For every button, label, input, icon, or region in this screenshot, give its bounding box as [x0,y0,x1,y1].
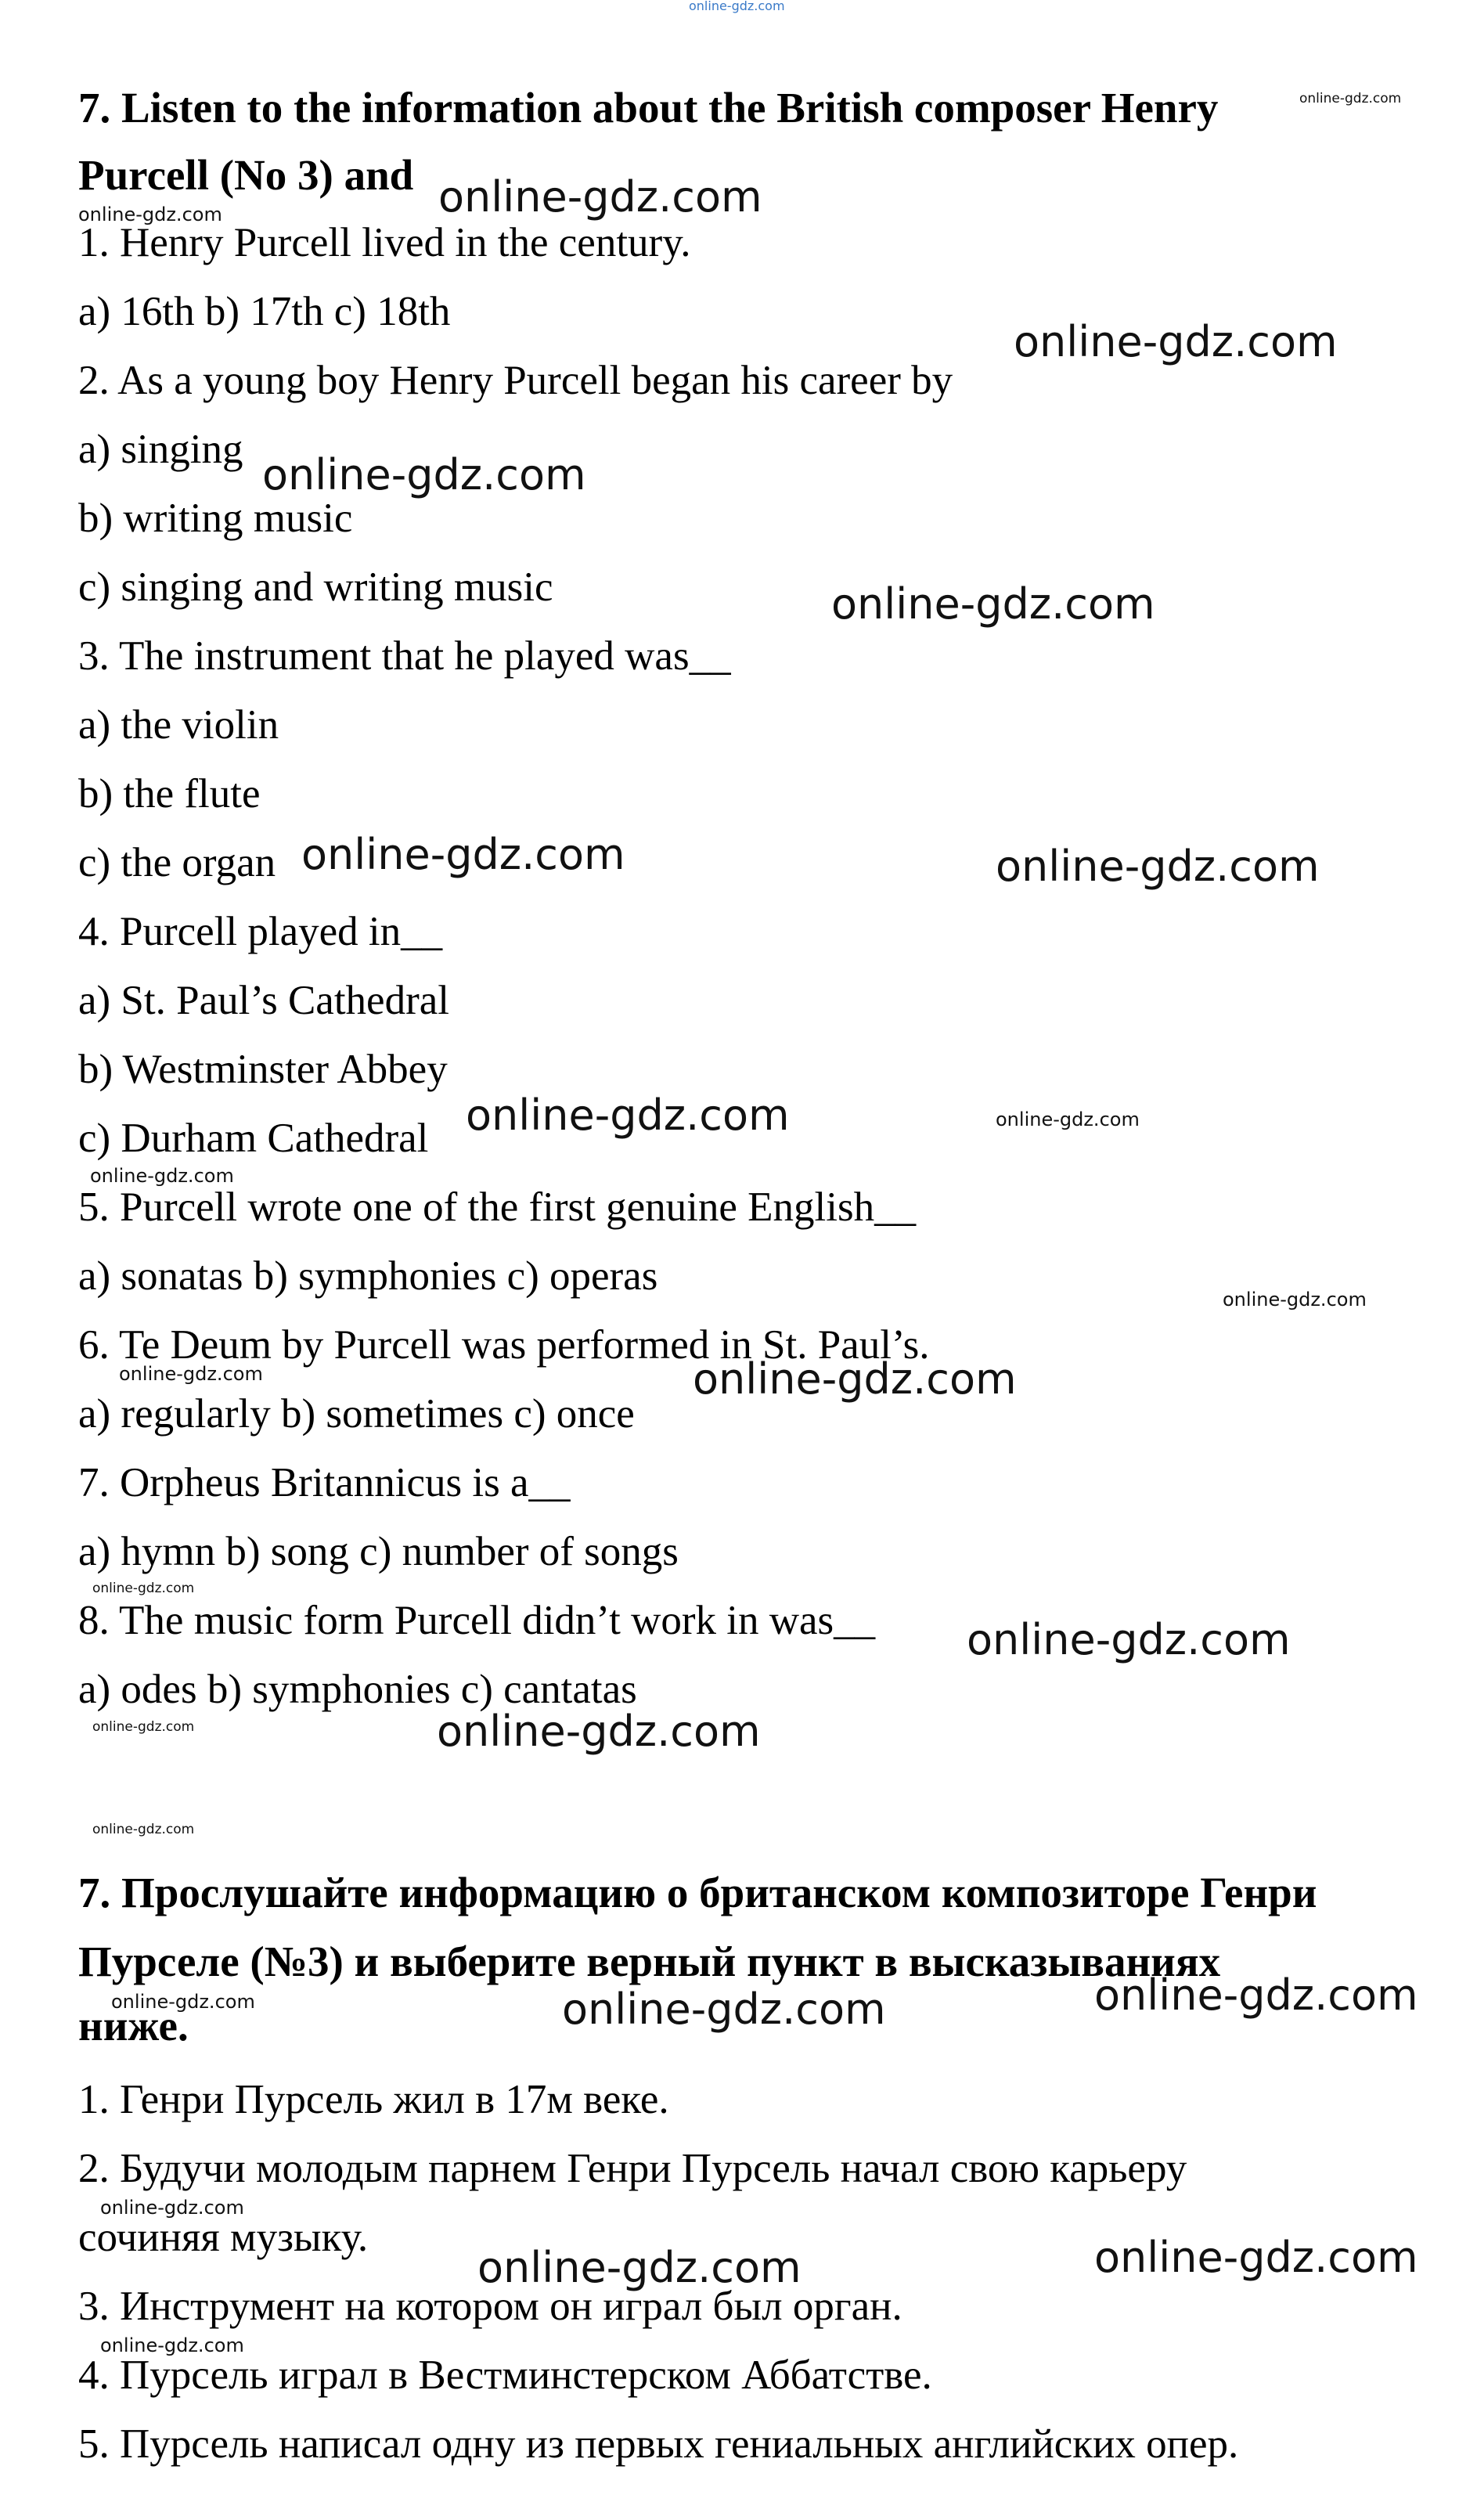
watermark: online-gdz.com [996,842,1320,891]
watermark: online-gdz.com [119,1363,263,1385]
question-2-option-b: b) writing music [78,496,353,541]
watermark: online-gdz.com [466,1091,790,1140]
answer-2: 2. Будучи молодым парнем Генри Пурсель начал свою карьеру [78,2146,1187,2191]
watermark: online-gdz.com [693,1354,1017,1404]
question-4-option-a: a) St. Paul’s Cathedral [78,978,449,1023]
watermark: online-gdz.com [996,1109,1140,1130]
russian-heading-line-1: 7. Прослушайте информацию о британском композиторе Генри [78,1869,1317,1916]
watermark: online-gdz.com [831,579,1155,629]
question-5: 5. Purcell wrote one of the first genuine English__ [78,1184,917,1230]
watermark: online-gdz.com [1014,317,1338,366]
watermark: online-gdz.com [78,204,222,225]
watermark: online-gdz.com [1094,1970,1418,2020]
answer-5: 5. Пурсель написал одну из первых гениальных английских опер. [78,2421,1239,2467]
question-7-options: a) hymn b) song c) number of songs [78,1529,679,1574]
question-3-option-b: b) the flute [78,771,261,817]
watermark: online-gdz.com [262,450,586,499]
question-8: 8. The music form Purcell didn’t work in was__ [78,1598,876,1643]
question-4-option-c: c) Durham Cathedral [78,1116,429,1161]
question-4-option-b: b) Westminster Abbey [78,1047,448,1092]
question-3: 3. The instrument that he played was__ [78,633,731,679]
russian-heading-line-3: ниже. [78,2002,189,2050]
russian-heading-line-2: Пурселе (№3) и выберите верный пункт в высказываниях [78,1938,1221,1985]
answer-3: 3. Инструмент на котором он играл был орган. [78,2284,902,2329]
watermark: online-gdz.com [967,1615,1291,1664]
watermark: online-gdz.com [92,1719,195,1735]
answer-1: 1. Генри Пурсель жил в 17м веке. [78,2077,669,2122]
question-5-options: a) sonatas b) symphonies c) operas [78,1253,658,1299]
english-heading-line-1: 7. Listen to the information about the British composer Henry [78,84,1219,132]
watermark: online-gdz.com [437,1707,761,1756]
watermark: online-gdz.com [90,1165,234,1187]
english-heading-line-2: Purcell (No 3) and [78,151,414,199]
question-1-options: a) 16th b) 17th c) 18th [78,289,451,334]
watermark: online-gdz.com [562,1985,886,2034]
watermark: online-gdz.com [1223,1289,1367,1310]
watermark: online-gdz.com [689,0,785,13]
question-6: 6. Te Deum by Purcell was performed in St. Paul’s. [78,1322,930,1368]
watermark: online-gdz.com [438,172,762,222]
watermark: online-gdz.com [100,2197,244,2219]
answer-2-continued: сочиняя музыку. [78,2215,369,2260]
watermark: online-gdz.com [1094,2233,1418,2282]
question-3-option-c: c) the organ [78,840,276,885]
watermark: online-gdz.com [111,1991,255,2013]
watermark: online-gdz.com [477,2243,802,2292]
watermark: online-gdz.com [92,1581,195,1596]
question-8-options: a) odes b) symphonies c) cantatas [78,1667,637,1712]
watermark: online-gdz.com [92,1822,195,1837]
answer-4: 4. Пурсель играл в Вестминстерском Аббатстве. [78,2352,932,2398]
question-6-options: a) regularly b) sometimes c) once [78,1391,635,1437]
question-2-option-c: c) singing and writing music [78,564,553,610]
question-2: 2. As a young boy Henry Purcell began his career by [78,358,953,403]
question-1: 1. Henry Purcell lived in the century. [78,220,691,265]
question-2-option-a: a) singing [78,427,243,472]
question-7: 7. Orpheus Britannicus is a__ [78,1460,571,1505]
question-4: 4. Purcell played in__ [78,909,443,954]
watermark: online-gdz.com [1299,91,1402,106]
watermark: online-gdz.com [301,830,625,879]
watermark: online-gdz.com [100,2334,244,2356]
question-3-option-a: a) the violin [78,702,279,748]
